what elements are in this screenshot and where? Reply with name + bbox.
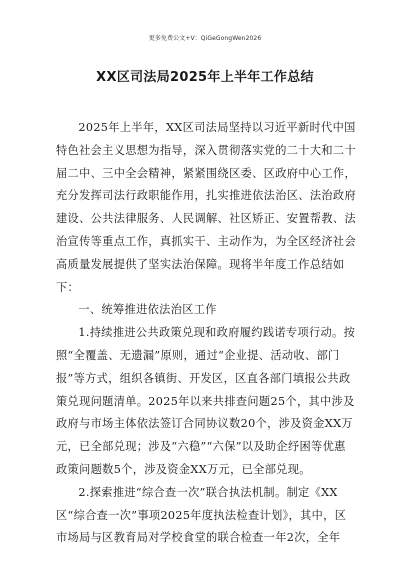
paragraph-1: 1.持续推进公共政策兑现和政府履约践诺专项行动。按照“全覆盖、无遗漏”原则，通过“企业提、活动收、部门报”等方式，组织各镇街、开发区，区直各部门填报公共政策兑现问题清单。2025年以来共排查问题25个，其中涉及政府与市场主体依法签订合同协议数20个，涉及资金XX万元，已全部兑现；涉及“六稳”“六保”以及助企纾困等优惠政策问题数5个，涉及资金XX万元，已全部兑现。 [56, 326, 356, 476]
paragraph-2: 2.探索推进“综合查一次”联合执法机制。制定《XX区“综合查一次”事项2025年度执法检查计划》，其中，区市场局与区教育局对学校食堂的联合检查一年2次，全年 [56, 485, 347, 545]
header-note: 更多免费公文+V：QiGeGongWen2026 [148, 35, 262, 42]
section-heading-1: 一、统筹推进依法治区工作 [78, 303, 217, 317]
intro-paragraph: 2025年上半年，XX区司法局坚持以习近平新时代中国特色社会主义思想为指导，深入贯彻落实党的二十大和二十届二中、三中全会精神，紧紧围绕区委、区政府中心工作，充分发挥司法行政职能作用，扎实推进依法治区、法治政府建设、公共法律服务、人民调解、社区矫正、安置帮教、法治宣传等重点工作，真抓实干、主动作为，为全区经济社会高质量发展提供了坚实法治保障。现将半年度工作总结如下： [56, 121, 356, 294]
document-title: XX区司法局2025年上半年工作总结 [96, 70, 314, 85]
document-body [56, 117, 356, 550]
